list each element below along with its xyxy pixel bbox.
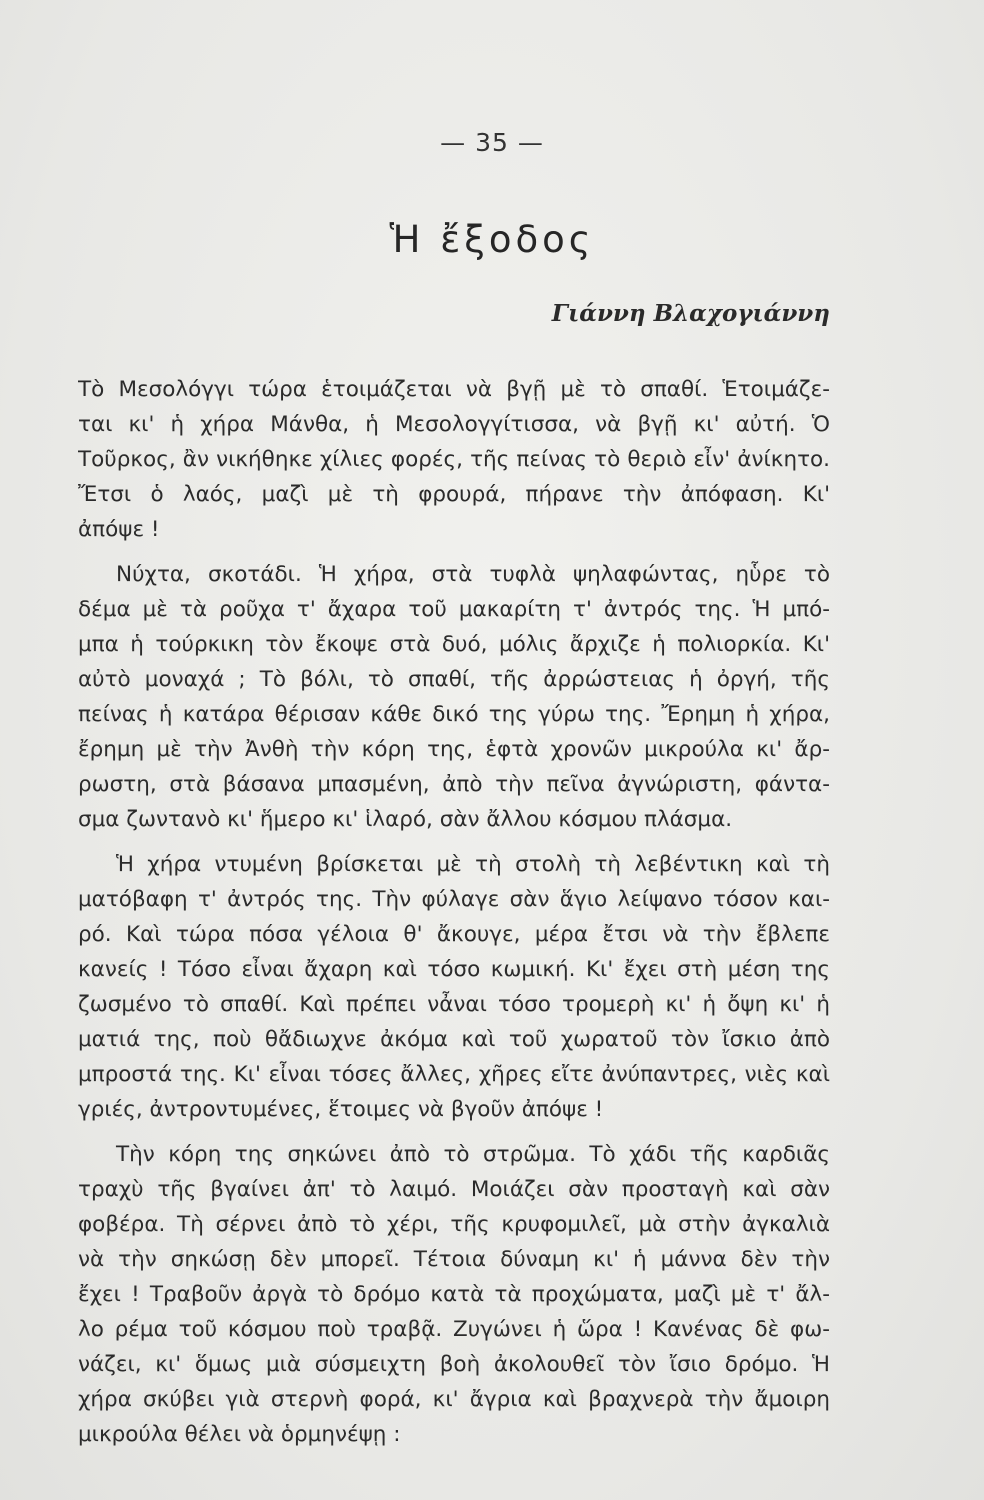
text-line: λο ρέμα τοῦ κόσμου ποὺ τραβᾷ. Ζυγώνει ἡ ὥρα ! Κανένας δὲ φω- bbox=[78, 1317, 830, 1342]
text-line: νὰ τὴν σηκώσῃ δὲν μπορεῖ. Τέτοια δύναμη κι' ἡ μάννα δὲν τὴν bbox=[78, 1247, 830, 1272]
text-line: πείνας ἡ κατάρα θέρισαν κάθε δικό της γύρω της. Ἔρημη ἡ χήρα, bbox=[78, 702, 830, 727]
text-line: ματιά της, ποὺ θἄδιωχνε ἀκόμα καὶ τοῦ χωρατοῦ τὸν ἴσκιο ἀπὸ bbox=[78, 1027, 830, 1052]
text-line: κανείς ! Τόσο εἶναι ἄχαρη καὶ τόσο κωμική. Κι' ἔχει στὴ μέση της bbox=[78, 957, 830, 982]
paragraph bbox=[78, 1137, 830, 1452]
paragraph bbox=[78, 847, 830, 1127]
page-number: — 35 — bbox=[440, 128, 544, 157]
text-line: αὐτὸ μοναχά ; Τὸ βόλι, τὸ σπαθί, τῆς ἀρρώστειας ἡ ὀργή, τῆς bbox=[78, 667, 830, 692]
paragraph bbox=[78, 557, 830, 837]
body-text bbox=[78, 372, 830, 1462]
text-line: Ἡ χήρα ντυμένη βρίσκεται μὲ τὴ στολὴ τὴ λεβέντικη καὶ τὴ bbox=[116, 852, 830, 877]
text-line: γριές, ἀντροντυμένες, ἕτοιμες νὰ βγοῦν ἀπόψε ! bbox=[78, 1097, 604, 1122]
text-line: Τοῦρκος, ἂν νικήθηκε χίλιες φορές, τῆς πείνας τὸ θεριὸ εἶν' ἀνίκητο. bbox=[78, 447, 830, 472]
text-line: μπροστά της. Κι' εἶναι τόσες ἄλλες, χῆρες εἴτε ἀνύπαντρες, νιὲς καὶ bbox=[78, 1062, 830, 1087]
text-line: ἀπόψε ! bbox=[78, 517, 160, 542]
text-line: τραχὺ τῆς βγαίνει ἀπ' τὸ λαιμό. Μοιάζει σὰν προσταγὴ καὶ σὰν bbox=[78, 1177, 830, 1202]
text-line: ἔχει ! Τραβοῦν ἀργὰ τὸ δρόμο κατὰ τὰ προχώματα, μαζὶ μὲ τ' ἄλ- bbox=[78, 1282, 830, 1307]
text-line: ρό. Καὶ τώρα πόσα γέλοια θ' ἄκουγε, μέρα ἔτσι νὰ τὴν ἔβλεπε bbox=[78, 922, 830, 947]
text-line: Τὸ Μεσολόγγι τώρα ἑτοιμάζεται νὰ βγῇ μὲ τὸ σπαθί. Ἑτοιμάζε- bbox=[78, 377, 830, 402]
paragraph bbox=[78, 372, 830, 547]
text-line: δέμα μὲ τὰ ροῦχα τ' ἄχαρα τοῦ μακαρίτη τ' ἀντρός της. Ἡ μπό- bbox=[78, 597, 830, 622]
text-line: μικρούλα θέλει νὰ ὁρμηνέψῃ : bbox=[78, 1422, 401, 1447]
text-line: Τὴν κόρη της σηκώνει ἀπὸ τὸ στρῶμα. Τὸ χάδι τῆς καρδιᾶς bbox=[116, 1142, 830, 1167]
chapter-title: Ἡ ἔξοδος bbox=[389, 218, 595, 261]
text-line: Ἔτσι ὁ λαός, μαζὶ μὲ τὴ φρουρά, πήρανε τὴν ἀπόφαση. Κι' bbox=[78, 482, 830, 507]
text-line: χήρα σκύβει γιὰ στερνὴ φορά, κι' ἄγρια καὶ βραχνερὰ τὴν ἄμοιρη bbox=[78, 1387, 830, 1412]
text-line: φοβέρα. Τὴ σέρνει ἀπὸ τὸ χέρι, τῆς κρυφομιλεῖ, μὰ στὴν ἀγκαλιὰ bbox=[78, 1212, 830, 1237]
text-line: μπα ἡ τούρκικη τὸν ἔκοψε στὰ δυό, μόλις ἄρχιζε ἡ πολιορκία. Κι' bbox=[78, 632, 830, 657]
text-line: Νύχτα, σκοτάδι. Ἡ χήρα, στὰ τυφλὰ ψηλαφώντας, ηὗρε τὸ bbox=[116, 562, 830, 587]
text-line: ἔρημη μὲ τὴν Ἀνθὴ τὴν κόρη της, ἑφτὰ χρονῶν μικρούλα κι' ἄρ- bbox=[78, 737, 830, 762]
author-name: Γιάννη Βλαχογιάννη bbox=[551, 300, 830, 327]
text-line: ρωστη, στὰ βάσανα μπασμένη, ἀπὸ τὴν πεῖνα ἀγνώριστη, φάντα- bbox=[78, 772, 830, 797]
text-line: ζωσμένο τὸ σπαθί. Καὶ πρέπει νἆναι τόσο τρομερὴ κι' ἡ ὄψη κι' ἡ bbox=[78, 992, 830, 1017]
text-line: ματόβαφη τ' ἀντρός της. Τὴν φύλαγε σὰν ἅγιο λείψανο τόσον και- bbox=[78, 887, 830, 912]
text-line: νάζει, κι' ὅμως μιὰ σύσμειχτη βοὴ ἀκολουθεῖ τὸν ἴσιο δρόμο. Ἡ bbox=[78, 1352, 830, 1377]
text-line: ται κι' ἡ χήρα Μάνθα, ἡ Μεσολογγίτισσα, νὰ βγῇ κι' αὐτή. Ὁ bbox=[78, 412, 830, 437]
text-line: σμα ζωντανὸ κι' ἥμερο κι' ἱλαρό, σὰν ἄλλου κόσμου πλάσμα. bbox=[78, 807, 733, 832]
